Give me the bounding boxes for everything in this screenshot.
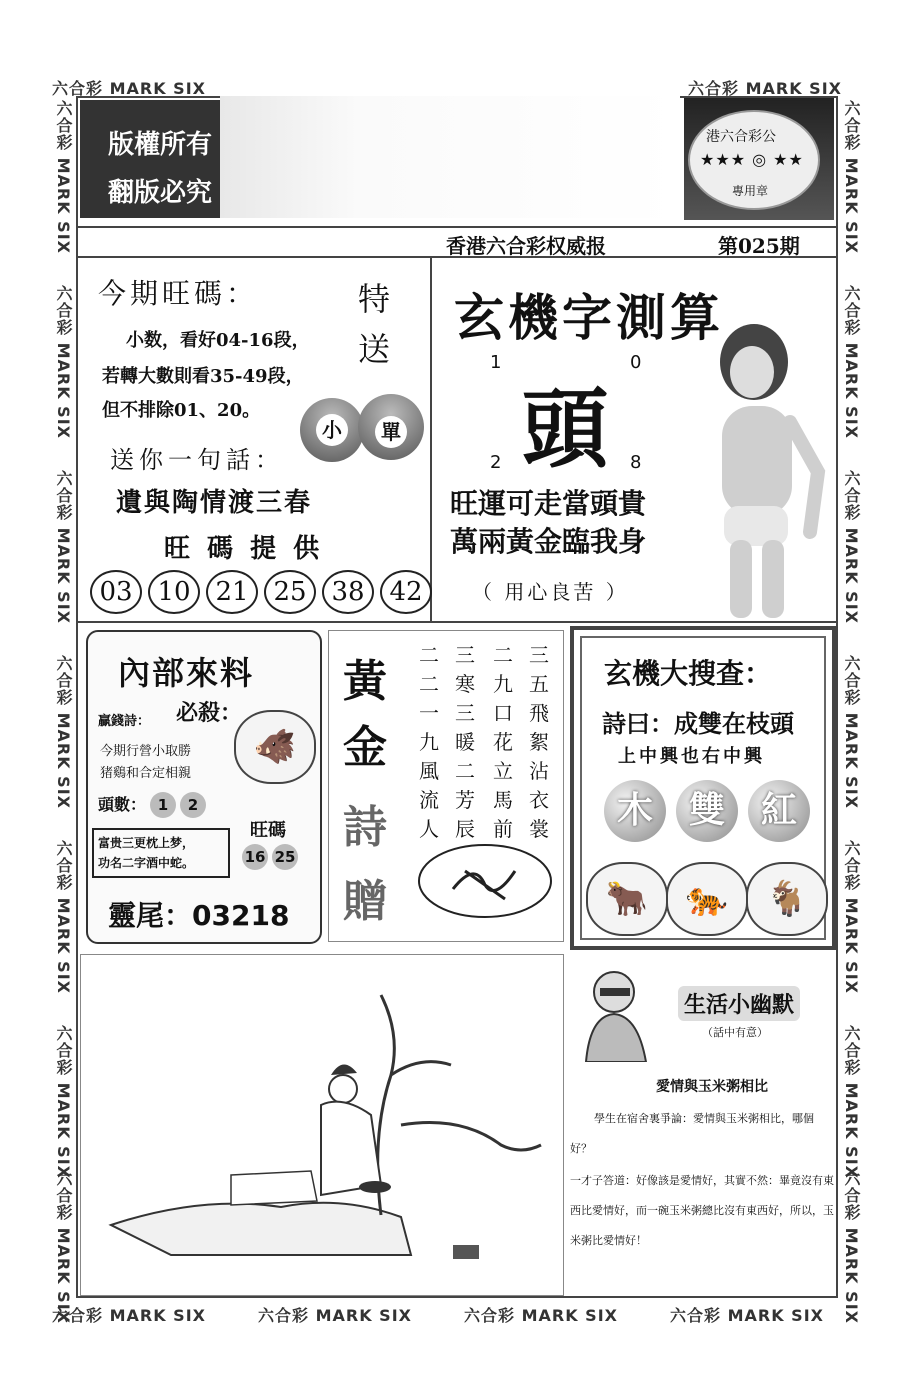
- poem-char: 口: [493, 701, 513, 725]
- couplet-box: [92, 828, 230, 878]
- goat-icon: 🐐: [746, 862, 828, 936]
- mystic-line2: 萬兩黃金臨我身: [450, 525, 647, 558]
- poem-char: 暖: [455, 730, 475, 754]
- gold-poem-panel: [328, 630, 564, 942]
- stamp-top: 港六合彩公: [706, 129, 776, 145]
- bubble-small: [300, 398, 364, 462]
- mystic-title: 玄機字測算: [454, 289, 724, 347]
- border-bottom-4: 六合彩 MARK SIX: [670, 1306, 824, 1325]
- border-top-left: 六合彩 MARK SIX: [52, 79, 206, 98]
- border-top-right: 六合彩 MARK SIX: [688, 79, 842, 98]
- border-right-6: 六合彩 MARK SIX: [842, 1025, 861, 1179]
- gold-title-2: 金: [343, 722, 387, 773]
- border-bottom-3: 六合彩 MARK SIX: [464, 1306, 618, 1325]
- border-right-5: 六合彩 MARK SIX: [842, 840, 861, 994]
- hot-number: 21: [206, 570, 258, 614]
- hot-numbers-panel: [76, 256, 432, 622]
- ball-double: 雙: [676, 780, 738, 842]
- masthead-bar: [76, 226, 838, 258]
- border-left-3: 六合彩 MARK SIX: [54, 470, 73, 624]
- poem-char: 沾: [529, 759, 549, 783]
- hot-number: 42: [380, 570, 432, 614]
- hot-label: 旺碼: [250, 820, 286, 841]
- bubble-odd-label: 單: [375, 416, 407, 448]
- poem-char: 九: [419, 730, 439, 754]
- poem-char: 二: [419, 643, 439, 667]
- win-poem-label: 贏錢詩：: [98, 714, 151, 729]
- poem-char: 二: [455, 759, 475, 783]
- search-title: 玄機大搜查：: [604, 657, 773, 690]
- hot-number: 10: [148, 570, 200, 614]
- illustration-panel: [80, 954, 564, 1296]
- humor-p1: 學生在宿舍裏爭論：愛情與玉米粥相比，哪個好？: [570, 1112, 814, 1155]
- hot-balls: [242, 844, 302, 870]
- search-poem-row: [602, 704, 794, 739]
- poem-column: [453, 641, 477, 844]
- poem-column: [491, 641, 515, 844]
- hot-side-1: 特: [358, 280, 391, 318]
- saying-text: 遺與陶情渡三春: [116, 488, 313, 518]
- poem-char: 三: [455, 643, 475, 667]
- poem-column: [417, 641, 441, 844]
- gold-title-3: 詩: [343, 802, 387, 853]
- poem-char: 花: [493, 730, 513, 754]
- mystic-num-bl: 2: [490, 452, 502, 473]
- poem-char: 二: [419, 672, 439, 696]
- head-number: 2: [180, 792, 206, 818]
- mystic-num-br: 8: [630, 452, 642, 473]
- mystic-note: （ 用心良苦 ）: [472, 580, 629, 604]
- bubble-odd: [358, 394, 424, 460]
- copyright-line2: 翻版必究: [108, 178, 213, 208]
- humor-panel: [568, 952, 838, 1296]
- ball-red: 紅: [748, 780, 810, 842]
- couplet-line2: 功名二字酒中蛇。: [98, 856, 195, 870]
- border-right-1: 六合彩 MARK SIX: [842, 100, 861, 254]
- provider-text: 旺 碼 提 供: [164, 534, 324, 564]
- poem-char: 裳: [529, 817, 549, 841]
- tiger-icon: 🐅: [666, 862, 748, 936]
- hot-line2: 若轉大數則看35-49段，: [102, 366, 304, 387]
- border-left-1: 六合彩 MARK SIX: [54, 100, 73, 254]
- poem-char: 五: [529, 672, 549, 696]
- poem-char: 辰: [455, 817, 475, 841]
- model-figure: [682, 322, 832, 618]
- poem-char: 風: [419, 759, 439, 783]
- stamp-bottom: 專用章: [732, 184, 769, 198]
- mystic-panel: [432, 256, 838, 622]
- border-left-6: 六合彩 MARK SIX: [54, 1025, 73, 1179]
- border-bottom-1: 六合彩 MARK SIX: [52, 1306, 206, 1325]
- stamp-block: [684, 98, 834, 220]
- poem-char: 一: [419, 701, 439, 725]
- couplet-line1: 富贵三更枕上梦，: [98, 836, 195, 850]
- stamp-stars: ★★★ ◎ ★★: [700, 150, 804, 169]
- gold-title-1: 黃: [343, 656, 387, 707]
- border-left-4: 六合彩 MARK SIX: [54, 655, 73, 809]
- search-inner: [580, 636, 826, 940]
- win-poem-1: 今期行營小取勝: [100, 744, 192, 759]
- search-subline: 上中興也右中興: [618, 746, 765, 767]
- poem-char: 前: [493, 817, 513, 841]
- poem-char: 九: [493, 672, 513, 696]
- search-poem: 成雙在枝頭: [674, 710, 794, 738]
- poem-char: 立: [493, 759, 513, 783]
- humor-subtitle: （話中有意）: [702, 1026, 768, 1039]
- tail-row: [108, 894, 289, 934]
- mystic-num-tr: 0: [630, 352, 642, 373]
- poem-char: 流: [419, 788, 439, 812]
- hot-number: 25: [264, 570, 316, 614]
- poem-char: 三: [455, 701, 475, 725]
- bubble-small-label: 小: [316, 414, 348, 446]
- hot-number: 38: [322, 570, 374, 614]
- saying-title: 送你一句話：: [110, 446, 284, 474]
- hot-line1: 小数，看好04-16段，: [126, 330, 310, 351]
- small-odd-bubbles: [300, 390, 426, 470]
- copyright-block: [80, 100, 220, 218]
- poem-char: 寒: [455, 672, 475, 696]
- tail-value: 03218: [192, 899, 290, 932]
- signature-oval: [415, 841, 555, 921]
- mystic-line1: 旺運可走當頭貴: [450, 487, 647, 520]
- hot-ball: 16: [242, 844, 268, 870]
- copyright-line1: 版權所有: [108, 130, 213, 160]
- poem-char: 飛: [529, 701, 549, 725]
- gold-title-4: 贈: [343, 876, 387, 927]
- poem-char: 衣: [529, 788, 549, 812]
- scholar-illustration: [81, 955, 563, 1295]
- poem-char: 人: [419, 817, 439, 841]
- hot-title: 今期旺碼：: [98, 277, 259, 310]
- search-panel: [570, 626, 836, 950]
- hot-number-row: [90, 570, 438, 614]
- win-poem-2: 猪鷄和合定相親: [100, 766, 192, 781]
- tail-label: 靈尾：: [108, 899, 193, 932]
- hot-number: 03: [90, 570, 142, 614]
- poem-char: 絮: [529, 730, 549, 754]
- divider-row1: [76, 621, 838, 623]
- hot-side-2: 送: [358, 330, 391, 368]
- poem-char: 三: [529, 643, 549, 667]
- poem-column: [527, 641, 551, 844]
- inside-title: 內部來料: [118, 654, 255, 692]
- poem-char: 馬: [493, 788, 513, 812]
- head-label: 頭數：: [98, 795, 147, 814]
- humor-p2: 一才子答道：好像該是愛情好，其實不然：畢竟沒有東西比愛情好，而一碗玉米粥總比沒有東西好，所以，玉米粥比愛情好！: [570, 1174, 834, 1247]
- border-right-3: 六合彩 MARK SIX: [842, 470, 861, 624]
- head-number: 1: [150, 792, 176, 818]
- border-left-5: 六合彩 MARK SIX: [54, 840, 73, 994]
- head-row: [98, 792, 210, 818]
- humor-title: 生活小幽默: [678, 986, 800, 1021]
- ball-wood: 木: [604, 780, 666, 842]
- border-left-7: 六合彩 MARK SIX: [54, 1170, 73, 1324]
- search-poem-label: 詩曰：: [602, 710, 674, 738]
- poem-char: 二: [493, 643, 513, 667]
- pig-icon: 🐗: [234, 710, 316, 784]
- issue-number: 第025期: [718, 234, 800, 258]
- border-bottom-2: 六合彩 MARK SIX: [258, 1306, 412, 1325]
- border-right-7: 六合彩 MARK SIX: [842, 1170, 861, 1324]
- humor-headline: 愛情與玉米粥相比: [656, 1079, 768, 1095]
- hot-ball: 25: [272, 844, 298, 870]
- border-right-2: 六合彩 MARK SIX: [842, 285, 861, 439]
- header-blur: [220, 96, 680, 218]
- border-right-4: 六合彩 MARK SIX: [842, 655, 861, 809]
- mystic-character: 頭: [522, 379, 608, 480]
- must-kill: 必殺：: [176, 701, 243, 726]
- poem-char: 芳: [455, 788, 475, 812]
- border-left-2: 六合彩 MARK SIX: [54, 285, 73, 439]
- stamp-oval: [688, 110, 820, 210]
- monk-icon: [576, 966, 656, 1062]
- hot-line3: 但不排除01、20。: [102, 400, 261, 421]
- ox-icon: 🐂: [586, 862, 668, 936]
- inside-panel: [86, 630, 322, 944]
- mystic-num-tl: 1: [490, 352, 502, 373]
- masthead-title: 香港六合彩权威报: [446, 234, 606, 258]
